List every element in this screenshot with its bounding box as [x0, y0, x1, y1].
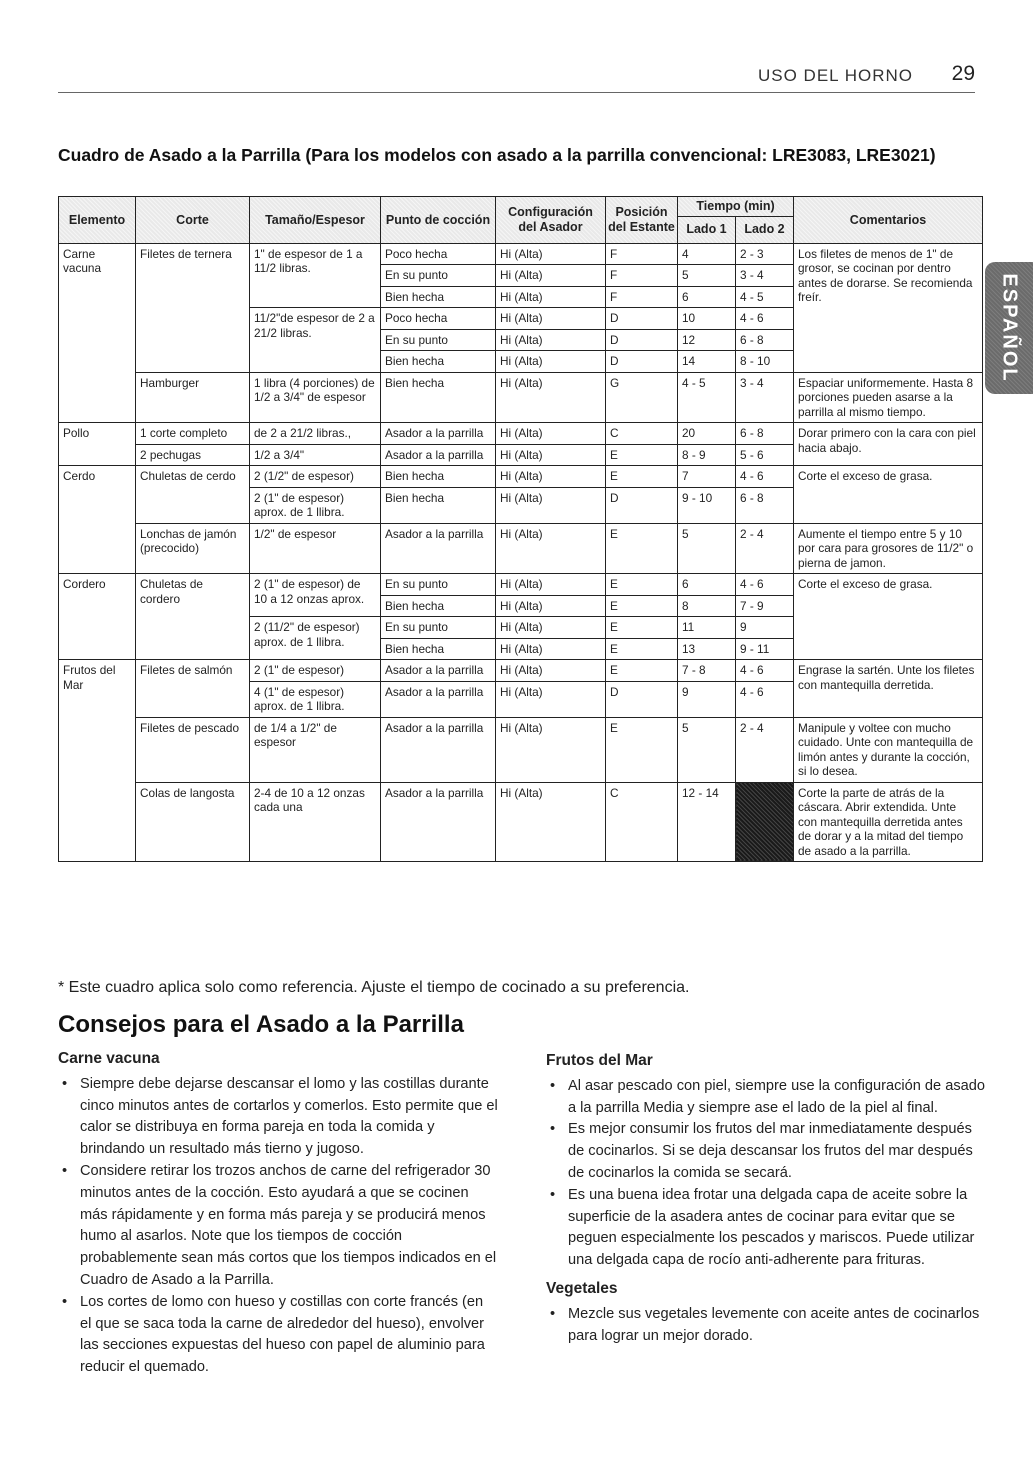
- cell-elemento: Cordero: [59, 574, 136, 660]
- cell-size: 1 libra (4 porciones) de 1/2 a 3/4" de espesor: [250, 372, 381, 423]
- cell-corte: Chuletas de cerdo: [136, 466, 250, 524]
- cell-config: Hi (Alta): [496, 717, 606, 782]
- cell-config: Hi (Alta): [496, 243, 606, 265]
- cell-config: Hi (Alta): [496, 487, 606, 523]
- cell-config: Hi (Alta): [496, 444, 606, 466]
- cell-lado1: 6: [678, 286, 736, 308]
- cell-corte: Chuletas de cordero: [136, 574, 250, 660]
- table-row: [59, 523, 983, 574]
- table-row: [59, 423, 983, 445]
- cell-lado2: 6 - 8: [736, 487, 794, 523]
- cell-lado2: 4 - 6: [736, 574, 794, 596]
- cell-corte: Filetes de pescado: [136, 717, 250, 782]
- cell-size: 4 (1" de espesor) aprox. de 1 llibra.: [250, 681, 381, 717]
- cell-pos: C: [606, 423, 678, 445]
- cell-lado2-shaded: [736, 782, 794, 862]
- cell-lado1: 13: [678, 638, 736, 660]
- cell-pos: F: [606, 243, 678, 265]
- cell-elemento: Cerdo: [59, 466, 136, 574]
- cell-lado2: 8 - 10: [736, 351, 794, 373]
- cell-pos: E: [606, 574, 678, 596]
- cell-punto: En su punto: [381, 265, 496, 287]
- cell-corte: Lonchas de jamón (precocido): [136, 523, 250, 574]
- list-item: • Es una buena idea frotar una delgada capa de aceite sobre la superficie de la asadera antes de cocinar para evitar que se peguen especialmente los pescados y mariscos. Puede utilizar una delgada capa de rocío anti-adherente para frituras.: [546, 1185, 986, 1272]
- cell-config: Hi (Alta): [496, 265, 606, 287]
- cell-punto: Asador a la parrilla: [381, 717, 496, 782]
- cell-comment: Aumente el tiempo entre 5 y 10 por cara para grosores de 11/2" o pierna de jamon.: [794, 523, 983, 574]
- cell-punto: Asador a la parrilla: [381, 681, 496, 717]
- cell-pos: D: [606, 329, 678, 351]
- cell-lado1: 7: [678, 466, 736, 488]
- cell-pos: F: [606, 265, 678, 287]
- cell-pos: E: [606, 466, 678, 488]
- cell-punto: Bien hecha: [381, 372, 496, 423]
- broil-chart-table: [58, 196, 983, 862]
- col-posicion: Posición del Estante: [606, 197, 678, 244]
- cell-lado1: 7 - 8: [678, 660, 736, 682]
- cell-comment: Corte el exceso de grasa.: [794, 466, 983, 524]
- cell-lado2: 2 - 4: [736, 717, 794, 782]
- cell-lado1: 4: [678, 243, 736, 265]
- cell-config: Hi (Alta): [496, 351, 606, 373]
- cell-corte: Filetes de salmón: [136, 660, 250, 718]
- header-row: [59, 197, 983, 217]
- language-tab: [985, 262, 1033, 394]
- cell-punto: Bien hecha: [381, 638, 496, 660]
- table-row: [59, 660, 983, 682]
- cell-pos: E: [606, 595, 678, 617]
- cell-pos: E: [606, 617, 678, 639]
- cell-comment: Corte la parte de atrás de la cáscara. Abrir extendida. Unte con mantequilla derretida antes de dorar y a la mitad del tiempo de asado a la parrilla.: [794, 782, 983, 862]
- cell-config: Hi (Alta): [496, 372, 606, 423]
- cell-config: Hi (Alta): [496, 638, 606, 660]
- tips-carne-list: [58, 1074, 498, 1379]
- table-row: [59, 782, 983, 862]
- cell-pos: E: [606, 638, 678, 660]
- cell-punto: En su punto: [381, 329, 496, 351]
- cell-punto: Bien hecha: [381, 595, 496, 617]
- cell-punto: Poco hecha: [381, 243, 496, 265]
- cell-punto: Bien hecha: [381, 351, 496, 373]
- table-row: [59, 574, 983, 596]
- cell-lado2: 9: [736, 617, 794, 639]
- cell-pos: F: [606, 286, 678, 308]
- cell-config: Hi (Alta): [496, 329, 606, 351]
- cell-punto: Bien hecha: [381, 487, 496, 523]
- cell-pos: E: [606, 444, 678, 466]
- tips-vegetales-list: [546, 1304, 986, 1348]
- cell-punto: Bien hecha: [381, 466, 496, 488]
- cell-config: Hi (Alta): [496, 595, 606, 617]
- cell-comment: Dorar primero con la cara con piel hacia abajo.: [794, 423, 983, 466]
- cell-punto: En su punto: [381, 574, 496, 596]
- cell-lado2: 4 - 6: [736, 308, 794, 330]
- col-tiempo: Tiempo (min): [678, 197, 794, 217]
- cell-lado2: 3 - 4: [736, 372, 794, 423]
- cell-config: Hi (Alta): [496, 660, 606, 682]
- tips-right-column: [546, 1050, 986, 1347]
- cell-pos: D: [606, 351, 678, 373]
- language-tab-label: ESPAÑOL: [998, 273, 1021, 383]
- cell-config: Hi (Alta): [496, 308, 606, 330]
- cell-size: de 2 a 21/2 libras.,: [250, 423, 381, 445]
- cell-punto: Bien hecha: [381, 286, 496, 308]
- footnote: * Este cuadro aplica solo como referencia. Ajuste el tiempo de cocinado a su preferencia.: [58, 979, 690, 996]
- tips-carne-heading: Carne vacuna: [58, 1050, 160, 1067]
- cell-punto: Asador a la parrilla: [381, 782, 496, 862]
- tips-title: Consejos para el Asado a la Parrilla: [58, 1011, 464, 1038]
- cell-lado2: 7 - 9: [736, 595, 794, 617]
- table-row: [59, 243, 983, 265]
- cell-lado1: 5: [678, 265, 736, 287]
- cell-corte: Colas de langosta: [136, 782, 250, 862]
- cell-lado2: 5 - 6: [736, 444, 794, 466]
- col-comentarios: Comentarios: [794, 197, 983, 244]
- cell-lado1: 14: [678, 351, 736, 373]
- section-title: USO DEL HORNO: [757, 66, 913, 85]
- col-corte: Corte: [136, 197, 250, 244]
- cell-config: Hi (Alta): [496, 681, 606, 717]
- list-item: • Siempre debe dejarse descansar el lomo y las costillas durante cinco minutos antes de cortarlos y comerlos. Esto permite que el calor se distribuya en forma pareja en toda la comida y brindando un resultado más tierno y jugoso.: [58, 1074, 498, 1161]
- cell-corte: 1 corte completo: [136, 423, 250, 445]
- cell-pos: E: [606, 660, 678, 682]
- table-row: [59, 372, 983, 423]
- tips-vegetales-heading: Vegetales: [546, 1279, 618, 1297]
- cell-lado1: 9: [678, 681, 736, 717]
- page-header: [58, 62, 975, 93]
- cell-pos: E: [606, 523, 678, 574]
- col-lado2: Lado 2: [736, 216, 794, 243]
- cell-size: 1/2 a 3/4": [250, 444, 381, 466]
- cell-punto: En su punto: [381, 617, 496, 639]
- cell-size: 2-4 de 10 a 12 onzas cada una: [250, 782, 381, 862]
- cell-pos: D: [606, 681, 678, 717]
- cell-pos: D: [606, 308, 678, 330]
- cell-lado1: 20: [678, 423, 736, 445]
- col-config: Configuración del Asador: [496, 197, 606, 244]
- tips-mar-heading: Frutos del Mar: [546, 1052, 653, 1069]
- col-lado1: Lado 1: [678, 216, 736, 243]
- table-title: Cuadro de Asado a la Parrilla (Para los modelos con asado a la parrilla convencional: LRE3083, LRE3021): [58, 145, 936, 165]
- cell-config: Hi (Alta): [496, 286, 606, 308]
- cell-size: 1/2" de espesor: [250, 523, 381, 574]
- cell-size: 2 (1" de espesor) aprox. de 1 llibra.: [250, 487, 381, 523]
- cell-size: 2 (11/2" de espesor) aprox. de 1 llibra.: [250, 617, 381, 660]
- cell-punto: Poco hecha: [381, 308, 496, 330]
- cell-corte: 2 pechugas: [136, 444, 250, 466]
- list-item: • Considere retirar los trozos anchos de carne del refrigerador 30 minutos antes de la cocción. Esto ayudará a que se cocinen más rápidamente y en forma más pareja y se producirá menos humo al asarlos. Note que los tiempos de cocción probablemente sean más cortos que los tiempos indicados en el Cuadro de Asado a la Parrilla.: [58, 1161, 498, 1292]
- cell-lado2: 4 - 6: [736, 681, 794, 717]
- cell-lado1: 10: [678, 308, 736, 330]
- cell-punto: Asador a la parrilla: [381, 444, 496, 466]
- cell-size: 2 (1" de espesor): [250, 660, 381, 682]
- cell-comment: Los filetes de menos de 1" de grosor, se cocinan por dentro antes de dorarse. Se recomienda freír.: [794, 243, 983, 372]
- cell-lado2: 6 - 8: [736, 329, 794, 351]
- cell-pos: E: [606, 717, 678, 782]
- cell-size: 11/2"de espesor de 2 a 21/2 libras.: [250, 308, 381, 373]
- cell-lado2: 6 - 8: [736, 423, 794, 445]
- col-elemento: Elemento: [59, 197, 136, 244]
- cell-config: Hi (Alta): [496, 617, 606, 639]
- cell-lado1: 12 - 14: [678, 782, 736, 862]
- col-tamano: Tamaño/Espesor: [250, 197, 381, 244]
- cell-elemento: Pollo: [59, 423, 136, 466]
- cell-config: Hi (Alta): [496, 574, 606, 596]
- cell-lado1: 8 - 9: [678, 444, 736, 466]
- tips-mar-list: [546, 1076, 986, 1272]
- cell-corte: Hamburger: [136, 372, 250, 423]
- cell-config: Hi (Alta): [496, 523, 606, 574]
- list-item: • Es mejor consumir los frutos del mar inmediatamente después de cocinarlos. Si se deja descansar los frutos del mar después de cocinarlos la comida se secará.: [546, 1119, 986, 1184]
- list-item: • Los cortes de lomo con hueso y costillas con corte francés (en el que se saca toda la carne de alrededor del hueso), envolver las secciones expuestas del hueso con papel de aluminio para reducir el quemado.: [58, 1292, 498, 1379]
- page-number: 29: [951, 62, 975, 85]
- cell-size: 1" de espesor de 1 a 11/2 libras.: [250, 243, 381, 308]
- cell-lado2: 2 - 4: [736, 523, 794, 574]
- cell-elemento: Frutos del Mar: [59, 660, 136, 862]
- cell-lado1: 8: [678, 595, 736, 617]
- cell-comment: Engrase la sartén. Unte los filetes con mantequilla derretida.: [794, 660, 983, 718]
- cell-size: 2 (1" de espesor) de 10 a 12 onzas aprox.: [250, 574, 381, 617]
- cell-corte: Filetes de ternera: [136, 243, 250, 372]
- cell-comment: Corte el exceso de grasa.: [794, 574, 983, 660]
- cell-lado1: 9 - 10: [678, 487, 736, 523]
- cell-size: 2 (1/2" de espesor): [250, 466, 381, 488]
- cell-config: Hi (Alta): [496, 466, 606, 488]
- cell-lado2: 2 - 3: [736, 243, 794, 265]
- list-item: • Al asar pescado con piel, siempre use la configuración de asado a la parrilla Media y siempre ase el lado de la piel al final.: [546, 1076, 986, 1120]
- cell-lado2: 3 - 4: [736, 265, 794, 287]
- cell-punto: Asador a la parrilla: [381, 423, 496, 445]
- cell-punto: Asador a la parrilla: [381, 523, 496, 574]
- cell-config: Hi (Alta): [496, 782, 606, 862]
- cell-elemento: Carne vacuna: [59, 243, 136, 423]
- cell-comment: Espaciar uniformemente. Hasta 8 porciones pueden asarse a la parrilla al mismo tiempo.: [794, 372, 983, 423]
- cell-config: Hi (Alta): [496, 423, 606, 445]
- cell-lado1: 5: [678, 717, 736, 782]
- cell-punto: Asador a la parrilla: [381, 660, 496, 682]
- table-row: [59, 717, 983, 782]
- cell-size: de 1/4 a 1/2" de espesor: [250, 717, 381, 782]
- cell-lado2: 4 - 6: [736, 660, 794, 682]
- cell-lado1: 12: [678, 329, 736, 351]
- col-punto: Punto de cocción: [381, 197, 496, 244]
- cell-lado1: 5: [678, 523, 736, 574]
- cell-lado1: 11: [678, 617, 736, 639]
- cell-pos: D: [606, 487, 678, 523]
- cell-pos: C: [606, 782, 678, 862]
- cell-lado2: 4 - 6: [736, 466, 794, 488]
- cell-comment: Manipule y voltee con mucho cuidado. Unte con mantequilla de limón antes y durante la cocción, si lo desea.: [794, 717, 983, 782]
- cell-lado2: 4 - 5: [736, 286, 794, 308]
- tips-left-column: [58, 1048, 498, 1379]
- cell-lado1: 6: [678, 574, 736, 596]
- cell-pos: G: [606, 372, 678, 423]
- list-item: • Mezcle sus vegetales levemente con aceite antes de cocinarlos para lograr un mejor dorado.: [546, 1304, 986, 1348]
- table-row: [59, 466, 983, 488]
- cell-lado2: 9 - 11: [736, 638, 794, 660]
- cell-lado1: 4 - 5: [678, 372, 736, 423]
